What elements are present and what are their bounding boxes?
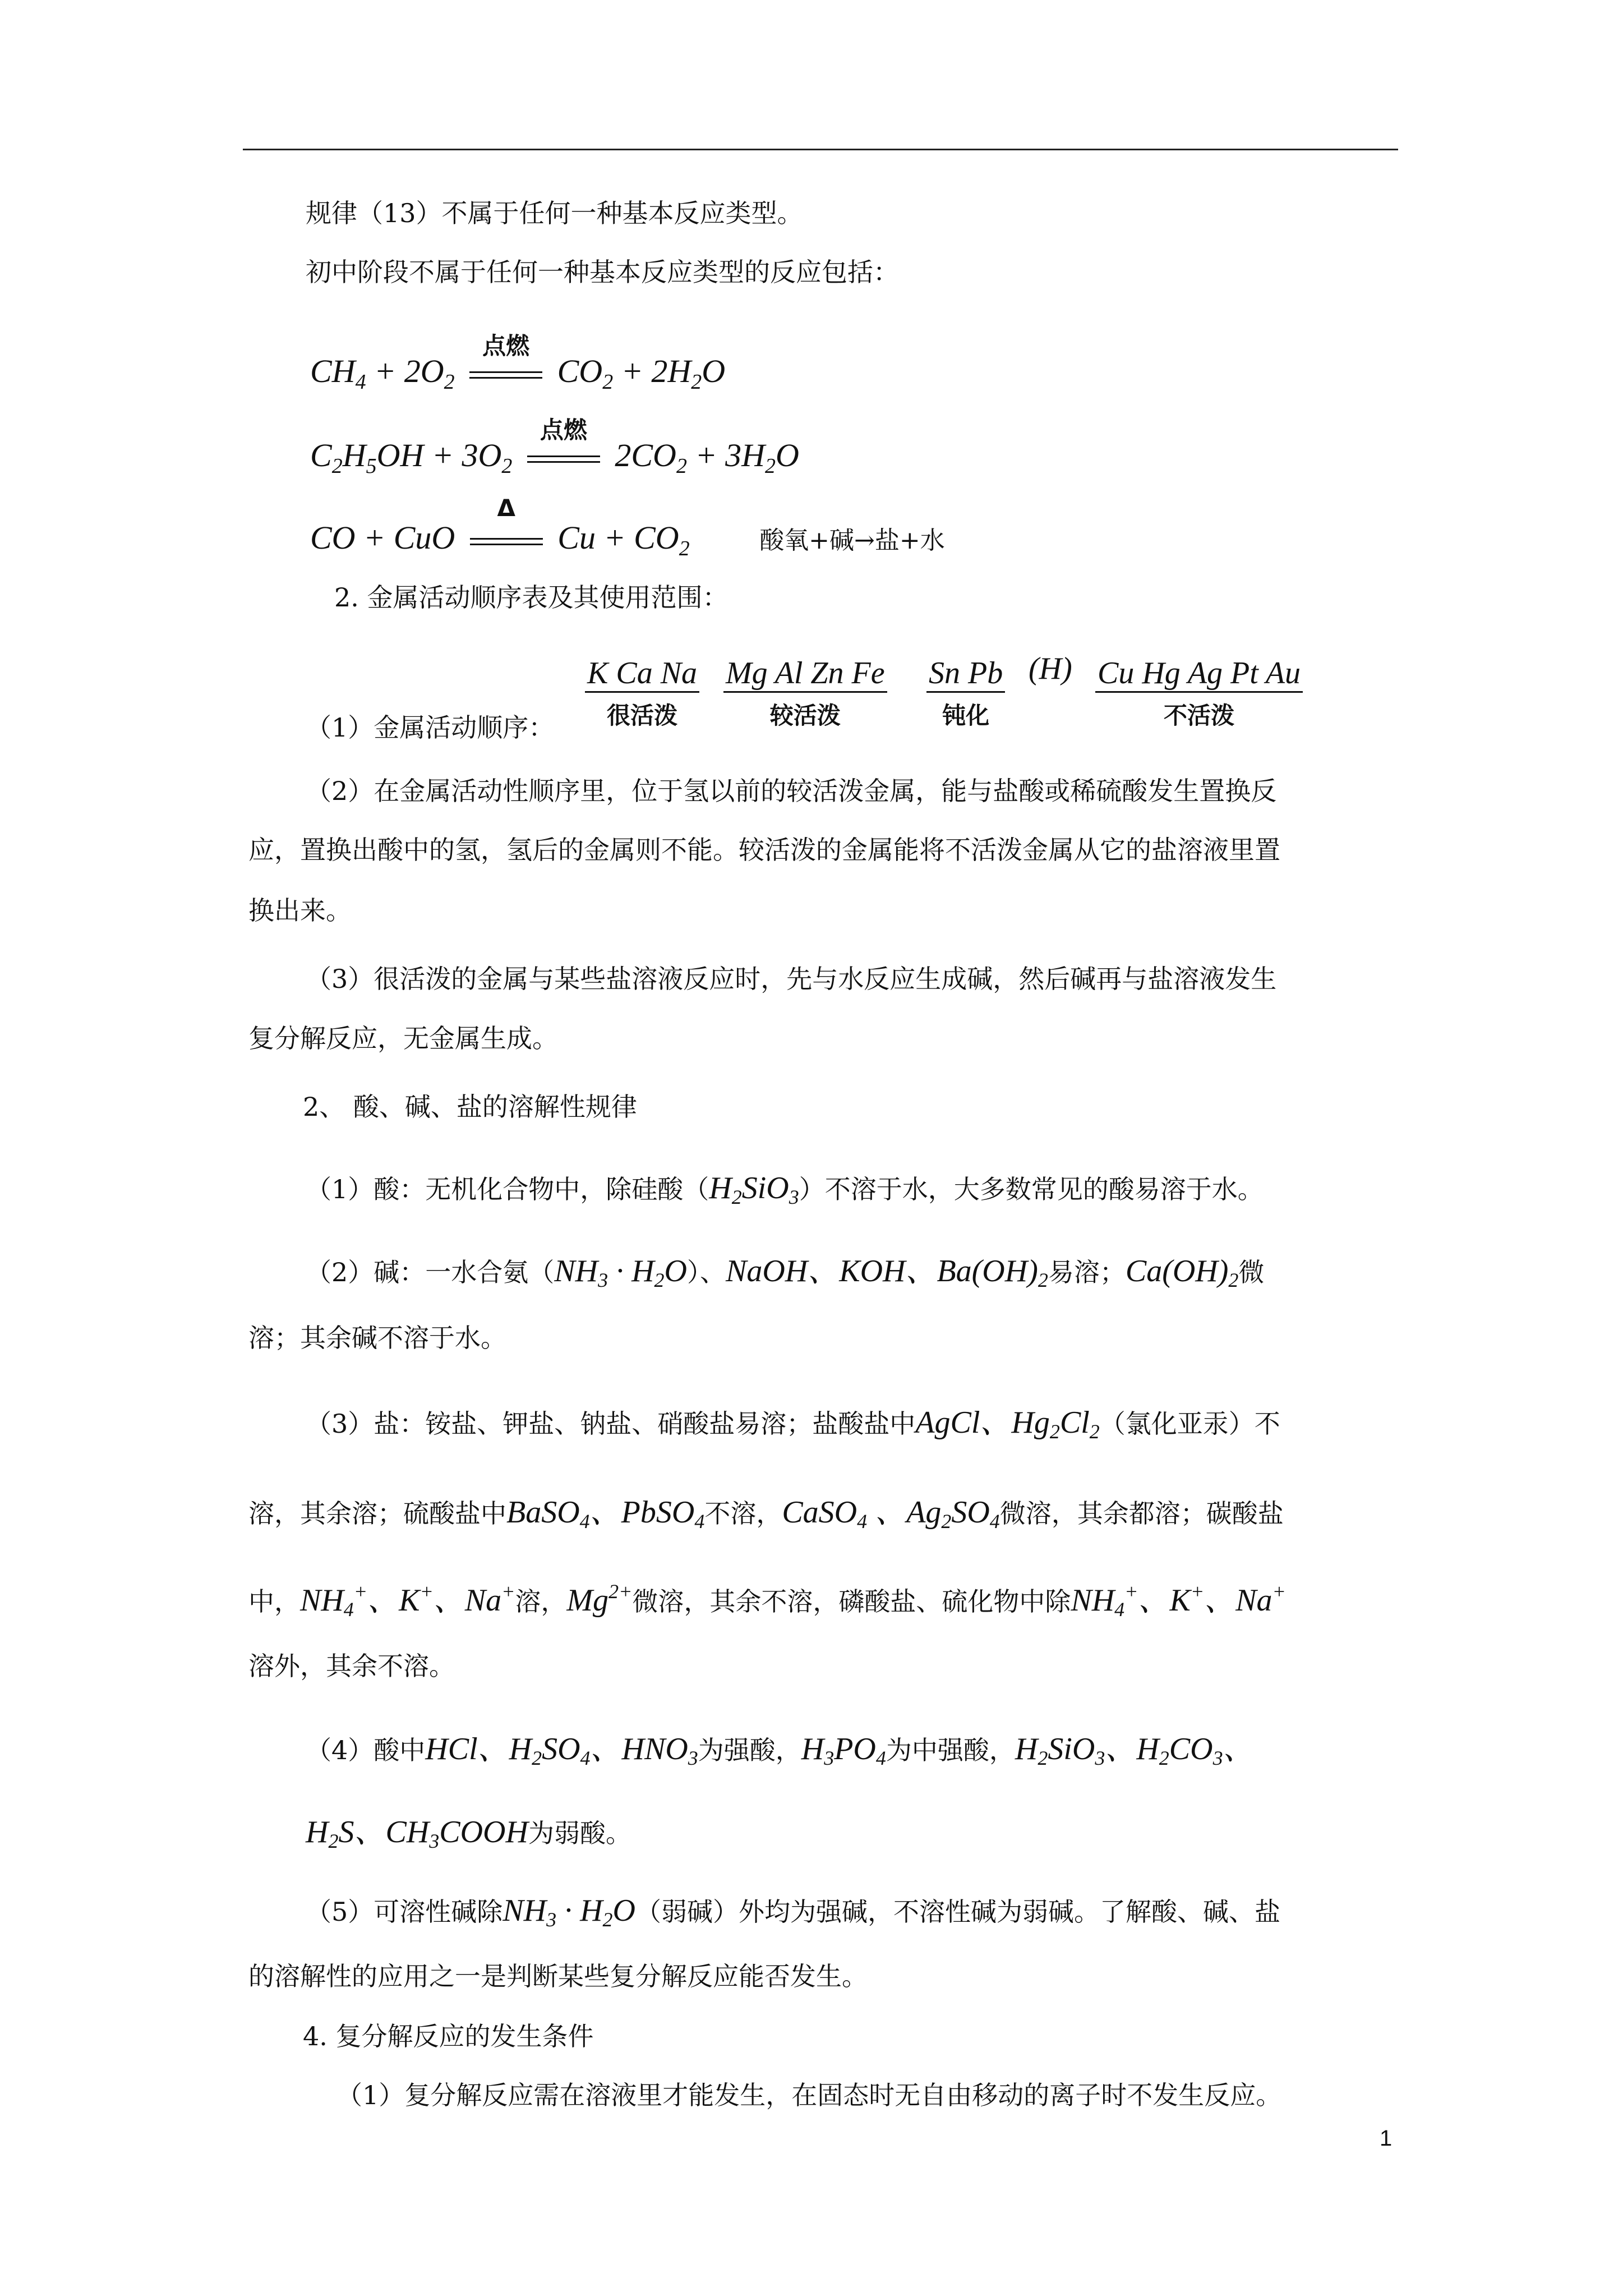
series-hydrogen: (H) xyxy=(1029,651,1072,686)
page-number: 1 xyxy=(1380,2126,1393,2151)
text-line: 规律（13）不属于任何一种基本反应类型。 xyxy=(306,198,803,228)
series-label: （1）金属活动顺序： xyxy=(306,712,555,743)
equation-ethanol: $C_2H_5OH + 3O_2$ 点燃 $2CO_2 + 3H_2O$ xyxy=(310,416,799,478)
equation-carbon-monoxide: CO + CuO Δ $Cu + CO_2$ 酸氧+碱→盐+水 xyxy=(310,494,945,560)
reaction-arrow: Δ xyxy=(470,530,543,553)
text-line: 溶，其余溶；硫酸盐中BaSO$_4$、PbSO$_4$不溶，CaSO$_4$ 、$Ag_2SO_4$微溶，其余都溶；碳酸盐 xyxy=(248,1495,1284,1533)
text-line: （1）复分解反应需在溶液里才能发生，在固态时无自由移动的离子时不发生反应。 xyxy=(336,2080,1282,2110)
text-line: （2）碱：一水合氨$(NH_3 \cdot H_2O)$、NaOH、KOH、$Ba(OH)_2$易溶；$Ca(OH)_2$微 xyxy=(306,1254,1265,1291)
series-group: Mg Al Zn Fe 较活泼 xyxy=(723,655,887,731)
section-heading: 2. 金属活动顺序表及其使用范围： xyxy=(334,582,728,613)
header-rule xyxy=(243,149,1398,150)
text-line: （3）盐：铵盐、钾盐、钠盐、硝酸盐易溶；盐酸盐中AgCl、$Hg_2Cl_2$（氯化亚汞）不 xyxy=(306,1405,1280,1443)
series-group: Cu Hg Ag Pt Au 不活泼 xyxy=(1095,655,1303,731)
reaction-arrow: 点燃 xyxy=(527,448,600,470)
text-line: （1）酸：无机化合物中，除硅酸$(H_2SiO_3)$不溶于水，大多数常见的酸易溶于水。 xyxy=(306,1171,1264,1208)
text-line: 应，置换出酸中的氢，氢后的金属则不能。较活泼的金属能将不活泼金属从它的盐溶液里置 xyxy=(248,835,1280,865)
text-line: （2）在金属活动性顺序里，位于氢以前的较活泼金属，能与盐酸或稀硫酸发生置换反 xyxy=(306,776,1277,806)
text-line: 换出来。 xyxy=(248,895,352,926)
text-line: 中，$NH_4^+$、K+、Na+溶，$Mg^{2+}$微溶，其余不溶，磷酸盐、硫化物中除$NH_4^+$、K+、Na+ xyxy=(248,1580,1286,1621)
text-line: $H_2S$、$CH_3COOH$为弱酸。 xyxy=(306,1815,631,1852)
equation-note: 酸氧+碱→盐+水 xyxy=(759,526,945,555)
text-line: （3）很活泼的金属与某些盐溶液反应时，先与水反应生成碱，然后碱再与盐溶液发生 xyxy=(306,964,1277,994)
text-line: （4）酸中HCl、$H_2SO_4$、$HNO_3$为强酸，$H_3PO_4$为中强酸，$H_2SiO_3$、$H_2CO_3$、 xyxy=(306,1732,1255,1769)
text-line: 溶；其余碱不溶于水。 xyxy=(248,1323,506,1353)
equation-methane: $CH_4 + 2O_2$ 点燃 $CO_2 + 2H_2O$ xyxy=(310,332,726,394)
text-line: 溶外，其余不溶。 xyxy=(248,1651,455,1681)
text-line: 初中阶段不属于任何一种基本反应类型的反应包括： xyxy=(306,257,899,287)
series-group: K Ca Na 很活泼 xyxy=(585,655,699,731)
series-group: Sn Pb 钝化 xyxy=(926,655,1005,731)
section-heading: 2、 酸、碱、盐的溶解性规律 xyxy=(303,1092,637,1122)
section-heading: 4. 复分解反应的发生条件 xyxy=(303,2021,594,2051)
reaction-arrow: 点燃 xyxy=(469,364,542,386)
text-line: （5）可溶性碱除$NH_3 \cdot H_2O$（弱碱）外均为强碱，不溶性碱为弱碱。了解酸、碱、盐 xyxy=(306,1893,1280,1931)
text-line: 复分解反应，无金属生成。 xyxy=(248,1023,558,1053)
text-line: 的溶解性的应用之一是判断某些复分解反应能否发生。 xyxy=(248,1961,868,1991)
